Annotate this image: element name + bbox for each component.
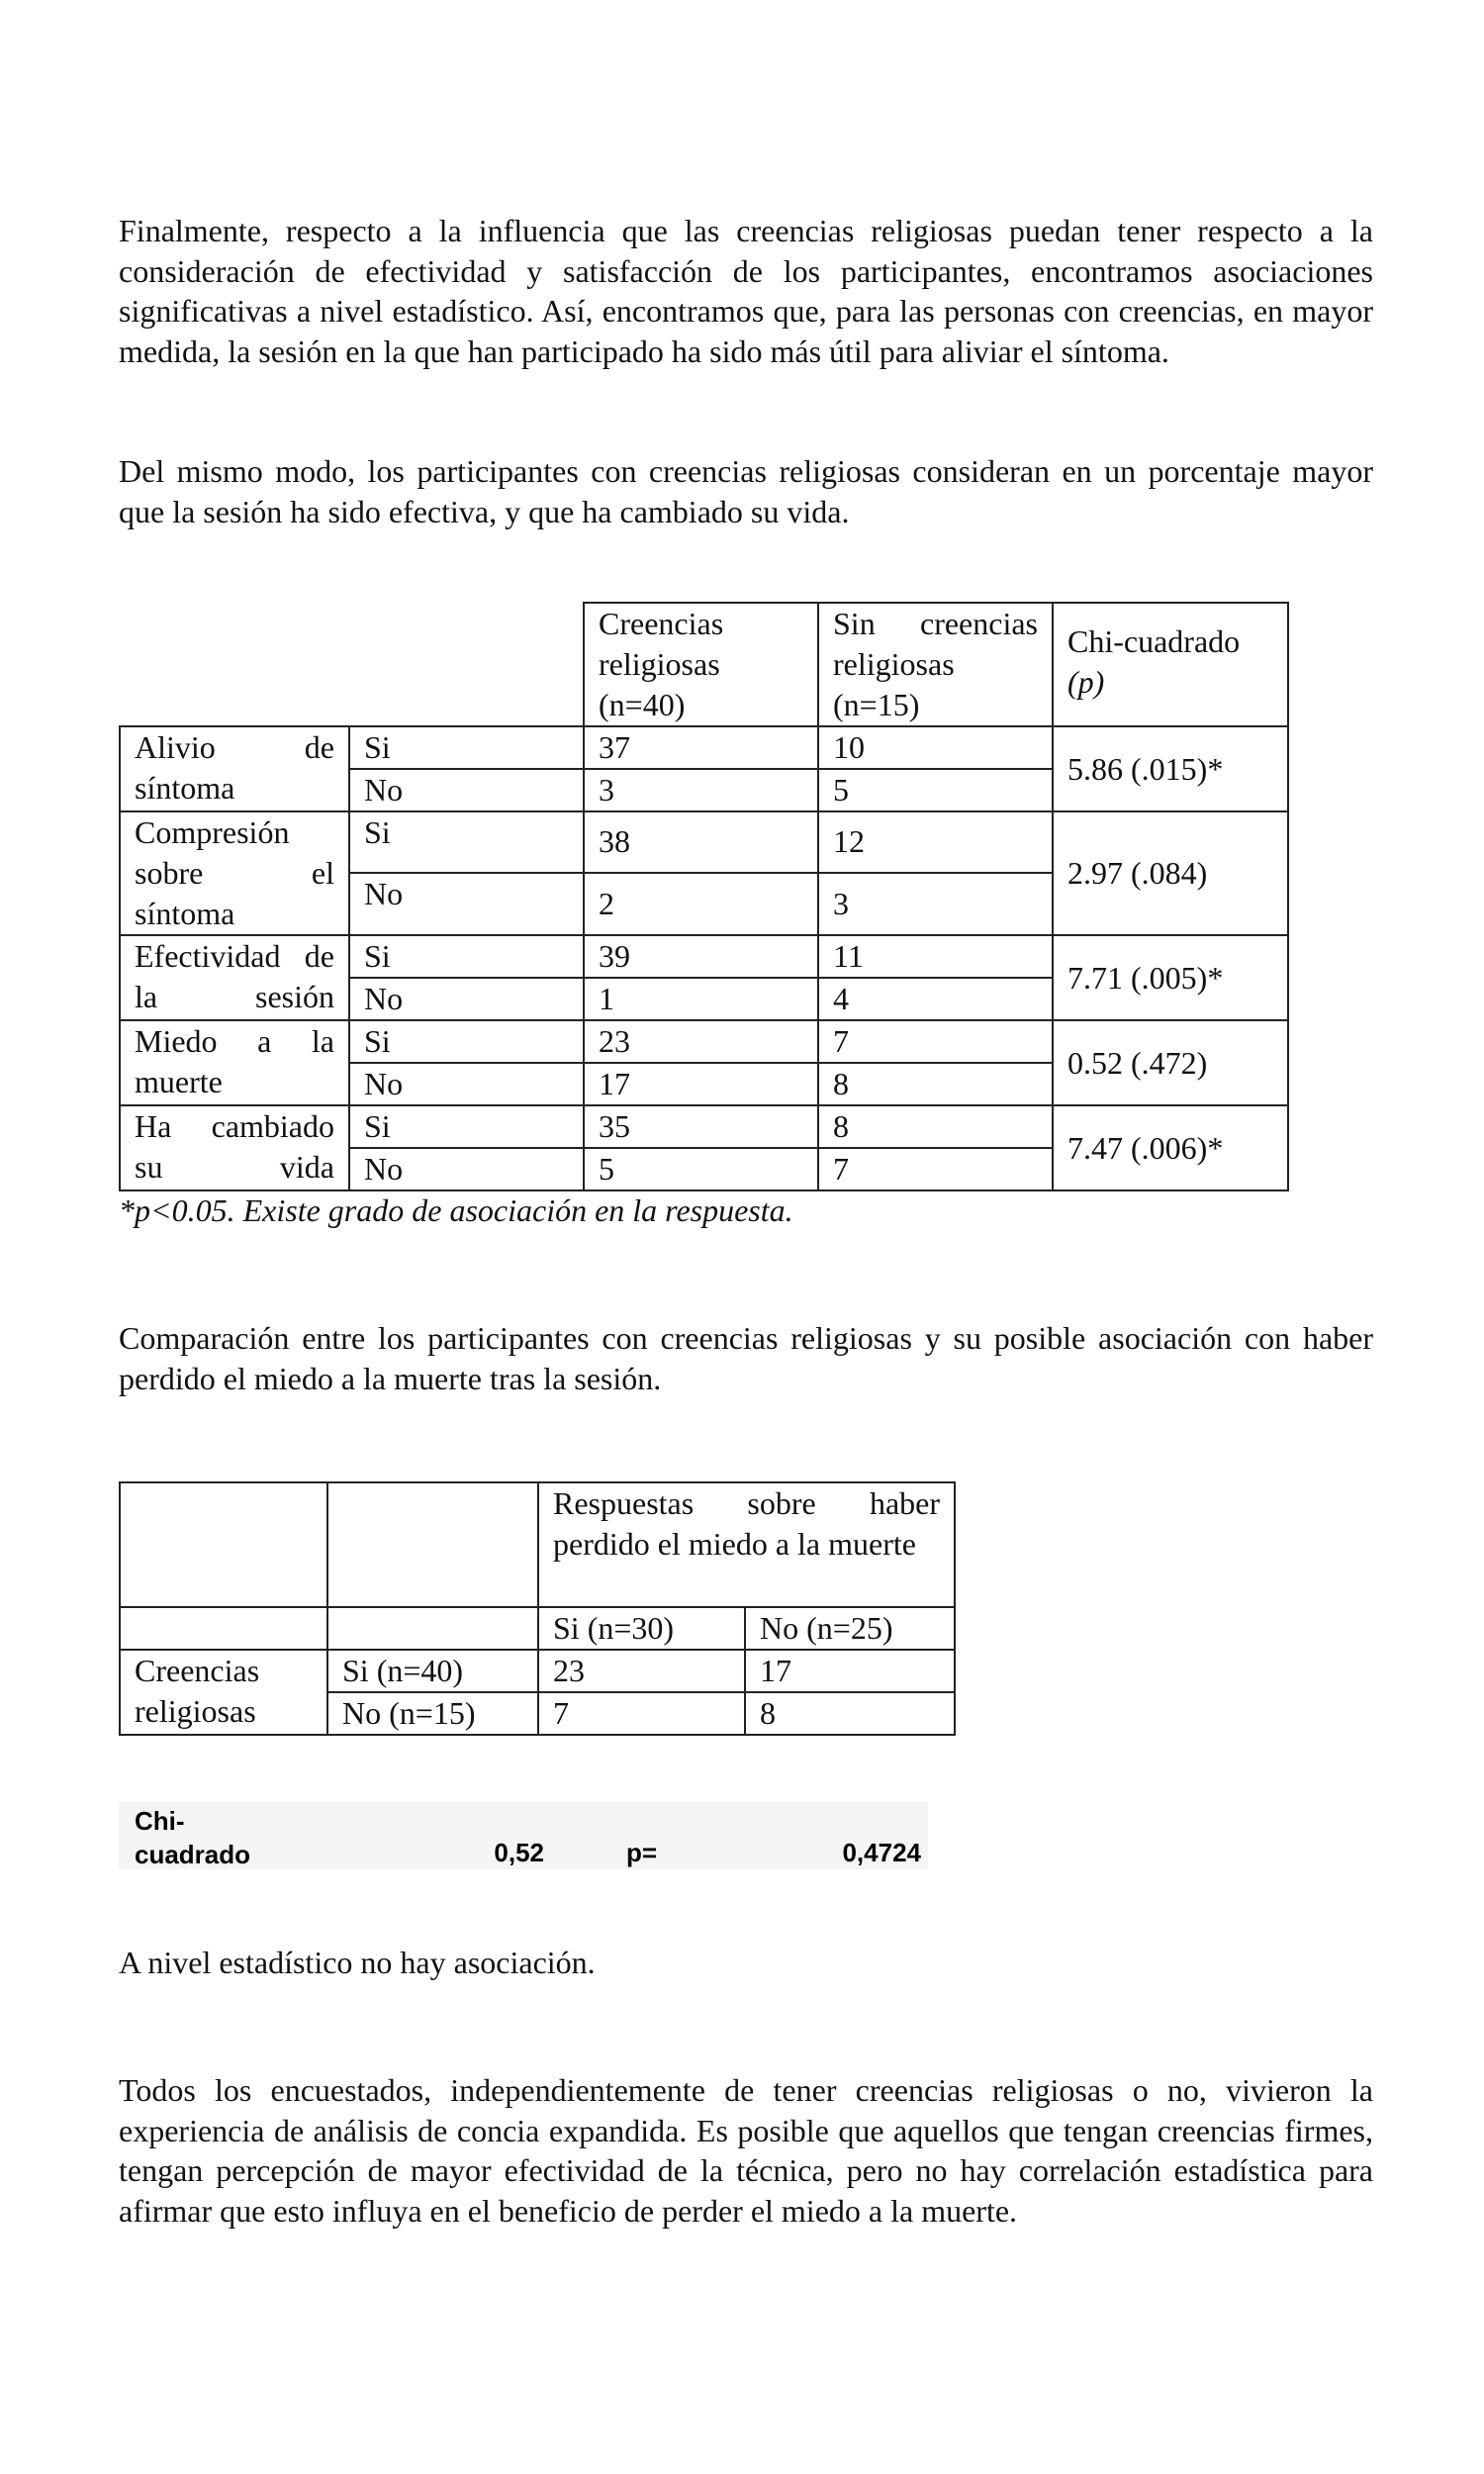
table1-header-nonbelievers: Sin creencias religiosas (n=15) — [818, 603, 1053, 726]
table2-row-group-label: No (n=15) — [327, 1692, 538, 1735]
table1-header-believers: Creencias religiosas (n=40) — [584, 603, 818, 726]
paragraph-conclusion: Todos los encuestados, independientemente de tener creencias religiosas o no, vivieron la experiencia de análisis de concia expandida. Es posible que aquellos que tengan creencias firmes, tengan percepción de mayor efectividad de la técnica, pero no hay correlación estadística para afirmar que esto influya en el beneficio de perder el miedo a la muerte. — [119, 2072, 1373, 2229]
value-cell-nonbelievers: 8 — [818, 1063, 1053, 1105]
answer-cell: No — [349, 1148, 584, 1190]
table-fear-of-death-comparison — [119, 1481, 956, 1736]
chi-square-header-label: Chi-cuadrado — [1067, 623, 1241, 659]
table-religious-beliefs-chi-square — [119, 602, 1289, 1191]
answer-cell: No — [349, 978, 584, 1020]
value-cell-nonbelievers: 12 — [818, 811, 1053, 873]
chi-square-cell: 2.97 (.084) — [1053, 811, 1288, 935]
chi-square-cell: 5.86 (.015)* — [1053, 726, 1288, 811]
chi-square-header-p: (p) — [1067, 664, 1105, 700]
answer-cell: No — [349, 1063, 584, 1105]
paragraph-religious-influence: Finalmente, respecto a la influencia que las creencias religiosas puedan tener respecto a la consideración de efectividad y satisfacción de los participantes, encontramos asociaciones significativas a nivel estadístico. Así, encontramos que, para las personas con creencias, en mayor medida, la sesión en la que han participado ha sido más útil para aliviar el síntoma. — [119, 213, 1373, 369]
table2-empty-cell — [327, 1607, 538, 1650]
table2-header-fear-of-death: Respuestas sobre haber perdido el miedo a la muerte — [538, 1482, 955, 1607]
chi-square-result — [119, 1802, 928, 1869]
table1-header-chi-square — [1053, 603, 1288, 726]
chi-square-cell: 7.71 (.005)* — [1053, 935, 1288, 1020]
answer-cell: Si — [349, 811, 584, 873]
table-row — [120, 1105, 1288, 1148]
table2-value-si: 7 — [538, 1692, 745, 1735]
value-cell-believers: 38 — [584, 811, 818, 873]
table2-row-group-label: Si (n=40) — [327, 1650, 538, 1692]
value-cell-nonbelievers: 10 — [818, 726, 1053, 769]
row-label-fear-of-death: Miedo a la muerte — [120, 1020, 349, 1105]
row-label-session-effectiveness: Efectividad de la sesión — [120, 935, 349, 1020]
table2-empty-cell — [120, 1607, 327, 1650]
table2-value-no: 17 — [745, 1650, 955, 1692]
value-cell-believers: 35 — [584, 1105, 818, 1148]
answer-cell: Si — [349, 1020, 584, 1063]
paragraph-no-association: A nivel estadístico no hay asociación. — [119, 1945, 596, 1980]
table-row — [120, 726, 1288, 769]
value-cell-nonbelievers: 5 — [818, 769, 1053, 811]
table2-subheader-no: No (n=25) — [745, 1607, 955, 1650]
row-label-changed-life: Ha cambiado su vida — [120, 1105, 349, 1190]
answer-cell: Si — [349, 726, 584, 769]
value-cell-believers: 39 — [584, 935, 818, 978]
table2-value-no: 8 — [745, 1692, 955, 1735]
answer-cell: No — [349, 873, 584, 935]
chi-square-label: Chi-cuadrado — [135, 1806, 251, 1869]
p-value: 0,4724 — [842, 1838, 921, 1867]
paragraph-effectiveness: Del mismo modo, los participantes con creencias religiosas consideran en un porcentaje mayor que la sesión ha sido efectiva, y que ha cambiado su vida. — [119, 453, 1373, 529]
table2-empty-cell — [120, 1482, 327, 1607]
table-row — [120, 811, 1288, 873]
table-row — [120, 1020, 1288, 1063]
value-cell-believers: 1 — [584, 978, 818, 1020]
value-cell-believers: 37 — [584, 726, 818, 769]
chi-square-cell: 7.47 (.006)* — [1053, 1105, 1288, 1190]
row-label-symptom-understanding: Compresión sobre el síntoma — [120, 811, 349, 935]
p-value-label: p= — [626, 1838, 658, 1867]
table2-row-label-religious-beliefs: Creencias religiosas — [120, 1650, 327, 1735]
row-label-symptom-relief: Alivio de síntoma — [120, 726, 349, 811]
table1-empty-corner — [120, 603, 584, 726]
value-cell-nonbelievers: 7 — [818, 1148, 1053, 1190]
table-row — [120, 1650, 955, 1692]
answer-cell: Si — [349, 935, 584, 978]
answer-cell: No — [349, 769, 584, 811]
table2-value-si: 23 — [538, 1650, 745, 1692]
chi-square-cell: 0.52 (.472) — [1053, 1020, 1288, 1105]
paragraph-comparison-intro: Comparación entre los participantes con creencias religiosas y su posible asociación con haber perdido el miedo a la muerte tras la sesión. — [119, 1320, 1373, 1396]
value-cell-believers: 2 — [584, 873, 818, 935]
value-cell-nonbelievers: 8 — [818, 1105, 1053, 1148]
value-cell-nonbelievers: 11 — [818, 935, 1053, 978]
value-cell-believers: 17 — [584, 1063, 818, 1105]
table2-empty-cell — [327, 1482, 538, 1607]
document-page — [119, 0, 1373, 2474]
value-cell-nonbelievers: 4 — [818, 978, 1053, 1020]
value-cell-nonbelievers: 3 — [818, 873, 1053, 935]
value-cell-believers: 3 — [584, 769, 818, 811]
value-cell-believers: 23 — [584, 1020, 818, 1063]
chi-square-value: 0,52 — [494, 1838, 544, 1867]
value-cell-nonbelievers: 7 — [818, 1020, 1053, 1063]
value-cell-believers: 5 — [584, 1148, 818, 1190]
answer-cell: Si — [349, 1105, 584, 1148]
table1-significance-note: *p<0.05. Existe grado de asociación en la respuesta. — [119, 1192, 793, 1228]
table-row — [120, 935, 1288, 978]
table2-subheader-si: Si (n=30) — [538, 1607, 745, 1650]
